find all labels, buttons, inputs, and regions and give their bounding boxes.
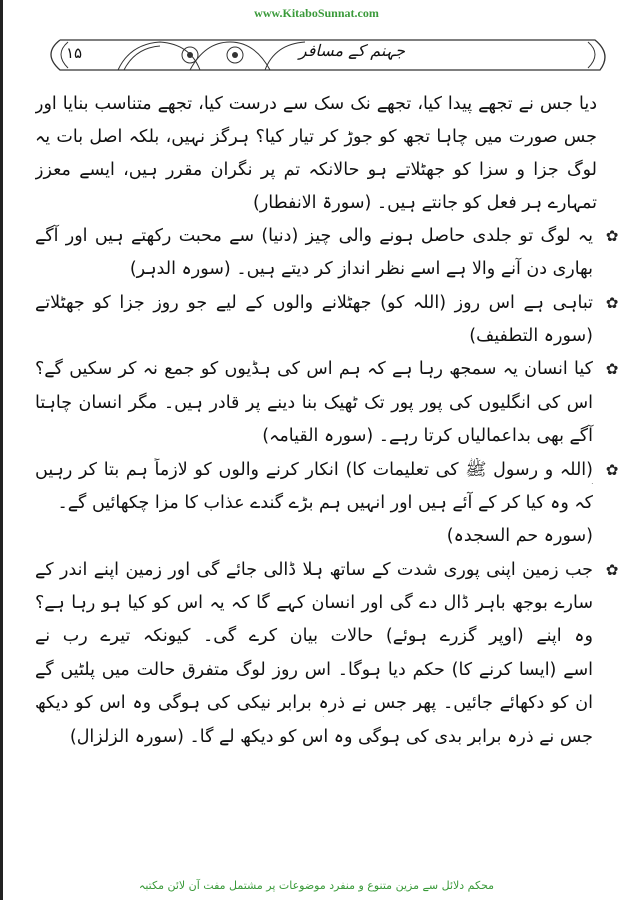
text-line: وہ اپنے (اوپر گزرے ہوئے) حالات بیان کرے گی۔ کیونکہ تیرے رب نے [35, 626, 593, 646]
flower-bullet-icon: ✿ [605, 561, 619, 579]
flower-bullet-icon: ✿ [605, 360, 619, 378]
page-header [40, 38, 610, 70]
text-line: بھاری دن آنے والا ہے اسے نظر انداز کر دیتے ہیں۔ (سورہ الدہر) [129, 259, 593, 279]
text-line: کیا انسان یہ سمجھ رہا ہے کہ ہم اس کی ہڈیوں کو جمع نہ کر سکیں گے؟ [35, 359, 593, 379]
book-title: جہنم کے مسافر [298, 41, 405, 60]
flower-bullet-icon: ✿ [605, 294, 619, 312]
flower-bullet-icon: ✿ [605, 227, 619, 245]
text-line: سارے بوجھ باہر ڈال دے گی اور انسان کہے گا کہ یہ اس کو کیا ہو رہا ہے؟ [35, 593, 593, 613]
text-line: دیا جس نے تجھے پیدا کیا، تجھے نک سک سے درست کیا، تجھے متناسب بنایا اور [35, 94, 597, 114]
page-number: ۱۵ [66, 44, 83, 62]
flower-bullet-icon: ✿ [605, 461, 619, 479]
text-line: اس کی انگلیوں کی پور پور تک ٹھیک بنا دینے پر قادر ہیں۔ مگر انسان چاہتا [35, 393, 593, 413]
text-line: جس نے ذرہ برابر بدی کی ہوگی وہ اس کو دیکھ لے گا۔ (سورہ الزلزال) [69, 727, 593, 747]
site-url[interactable]: www.KitaboSunnat.com [254, 6, 379, 20]
scan-edge [0, 0, 3, 900]
text-line: یہ لوگ تو جلدی حاصل ہونے والی چیز (دنیا) سے محبت رکھتے ہیں اور آگے [35, 226, 593, 246]
text-line: (اللہ و رسول ﷺ کی تعلیمات کا) انکار کرنے والوں کو لازماً ہم بتا کر رہیں [35, 460, 593, 480]
text-line: جب زمین اپنی پوری شدت کے ساتھ ہلا ڈالی جائے گی اور زمین اپنے اندر کے [35, 560, 593, 580]
text-line: کہ وہ کیا کر کے آئے ہیں اور انہیں ہم بڑے گندے عذاب کا مزا چکھائیں گے۔ [57, 493, 593, 513]
text-line: تمہارے ہر فعل کو جانتے ہیں۔ (سورۃ الانفطار) [253, 193, 597, 213]
text-line: (سورہ حم السجدہ) [446, 526, 593, 546]
text-line: لوگ جزا و سزا کو جھٹلاتے ہو حالانکہ تم پر نگران مقرر ہیں، ایسے معزز [35, 160, 597, 180]
text-line: ان کو دکھائے جائیں۔ پھر جس نے ذرہ برابر نیکی کی ہوگی وہ اس کو دیکھ [35, 693, 593, 713]
text-line: تباہی ہے اس روز (اللہ کو) جھٹلانے والوں کے لیے جو روز جزا کو جھٹلاتے [35, 293, 593, 313]
footer-tagline: محکم دلائل سے مزین متنوع و منفرد موضوعات پر مشتمل مفت آن لائن مکتبہ [138, 879, 495, 892]
text-line: جس صورت میں چاہا تجھ کو جوڑ کر تیار کیا؟ ہرگز نہیں، بلکہ اصل بات یہ [35, 127, 597, 147]
text-line: (سورہ التطفیف) [469, 326, 593, 346]
text-line: آگے بھی بداعمالیاں کرتا رہے۔ (سورہ القیامہ) [262, 426, 593, 446]
text-line: اسے (ایسا کرنے کا) حکم دیا ہوگا۔ اس روز لوگ متفرق حالت میں پلٹیں گے [35, 660, 593, 680]
